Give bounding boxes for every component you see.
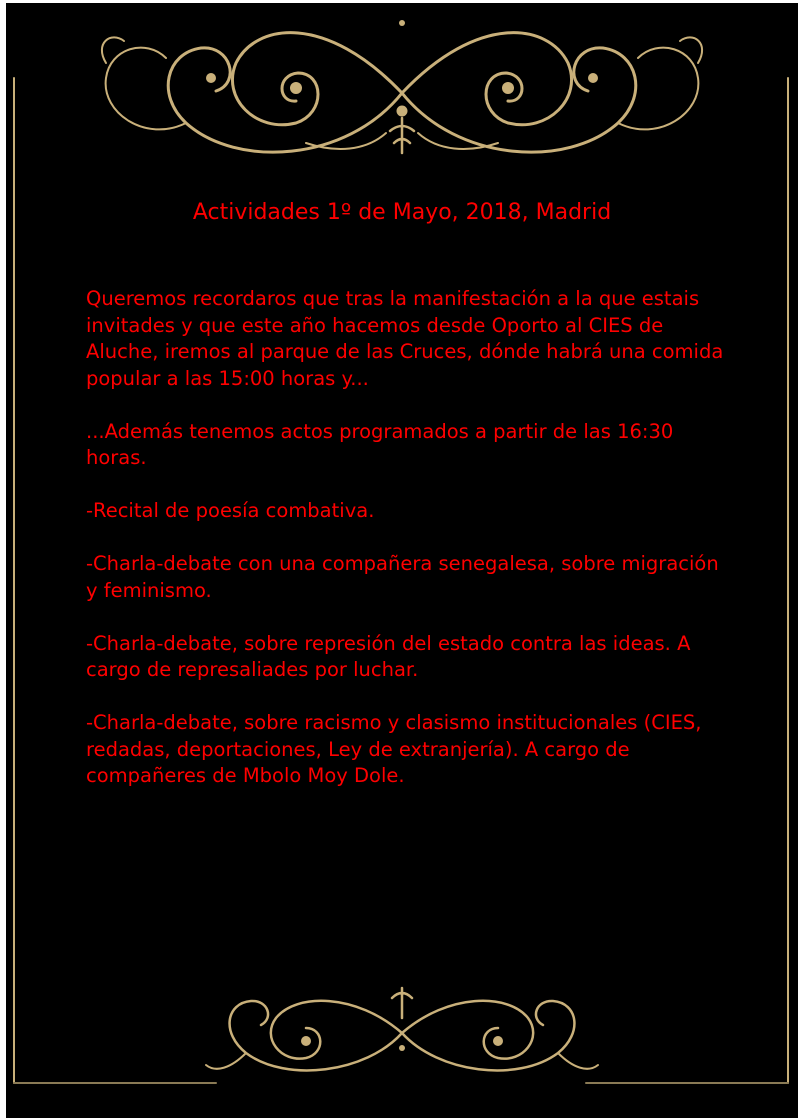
activity-item: -Charla-debate con una compañera senegalesa, sobre migración y feminismo. [86,552,719,602]
activity-item: -Recital de poesía combativa. [86,499,375,522]
poster [6,3,798,1118]
intro-paragraph: Queremos recordaros que tras la manifestación a la que estais invitades y que este año hacemos desde Oporto al CIES de Aluche, iremos al parque de las Cruces, dónde habrá una comida popular a las 15:00 horas y... [86,287,724,390]
event-description [86,286,736,816]
bottom-flourish-ornament [206,988,598,1070]
activity-item: -Charla-debate, sobre racismo y clasismo institucionales (CIES, redadas, deportaciones, Ley de extranjería). A cargo de compañeres de Mbolo Moy Dole. [86,711,702,787]
top-flourish-ornament [102,20,702,153]
activity-item: -Charla-debate, sobre represión del estado contra las ideas. A cargo de represaliades por luchar. [86,631,691,681]
event-title: Actividades 1º de Mayo, 2018, Madrid [192,200,612,225]
schedule-paragraph: ...Además tenemos actos programados a partir de las 16:30 horas. [86,419,674,469]
